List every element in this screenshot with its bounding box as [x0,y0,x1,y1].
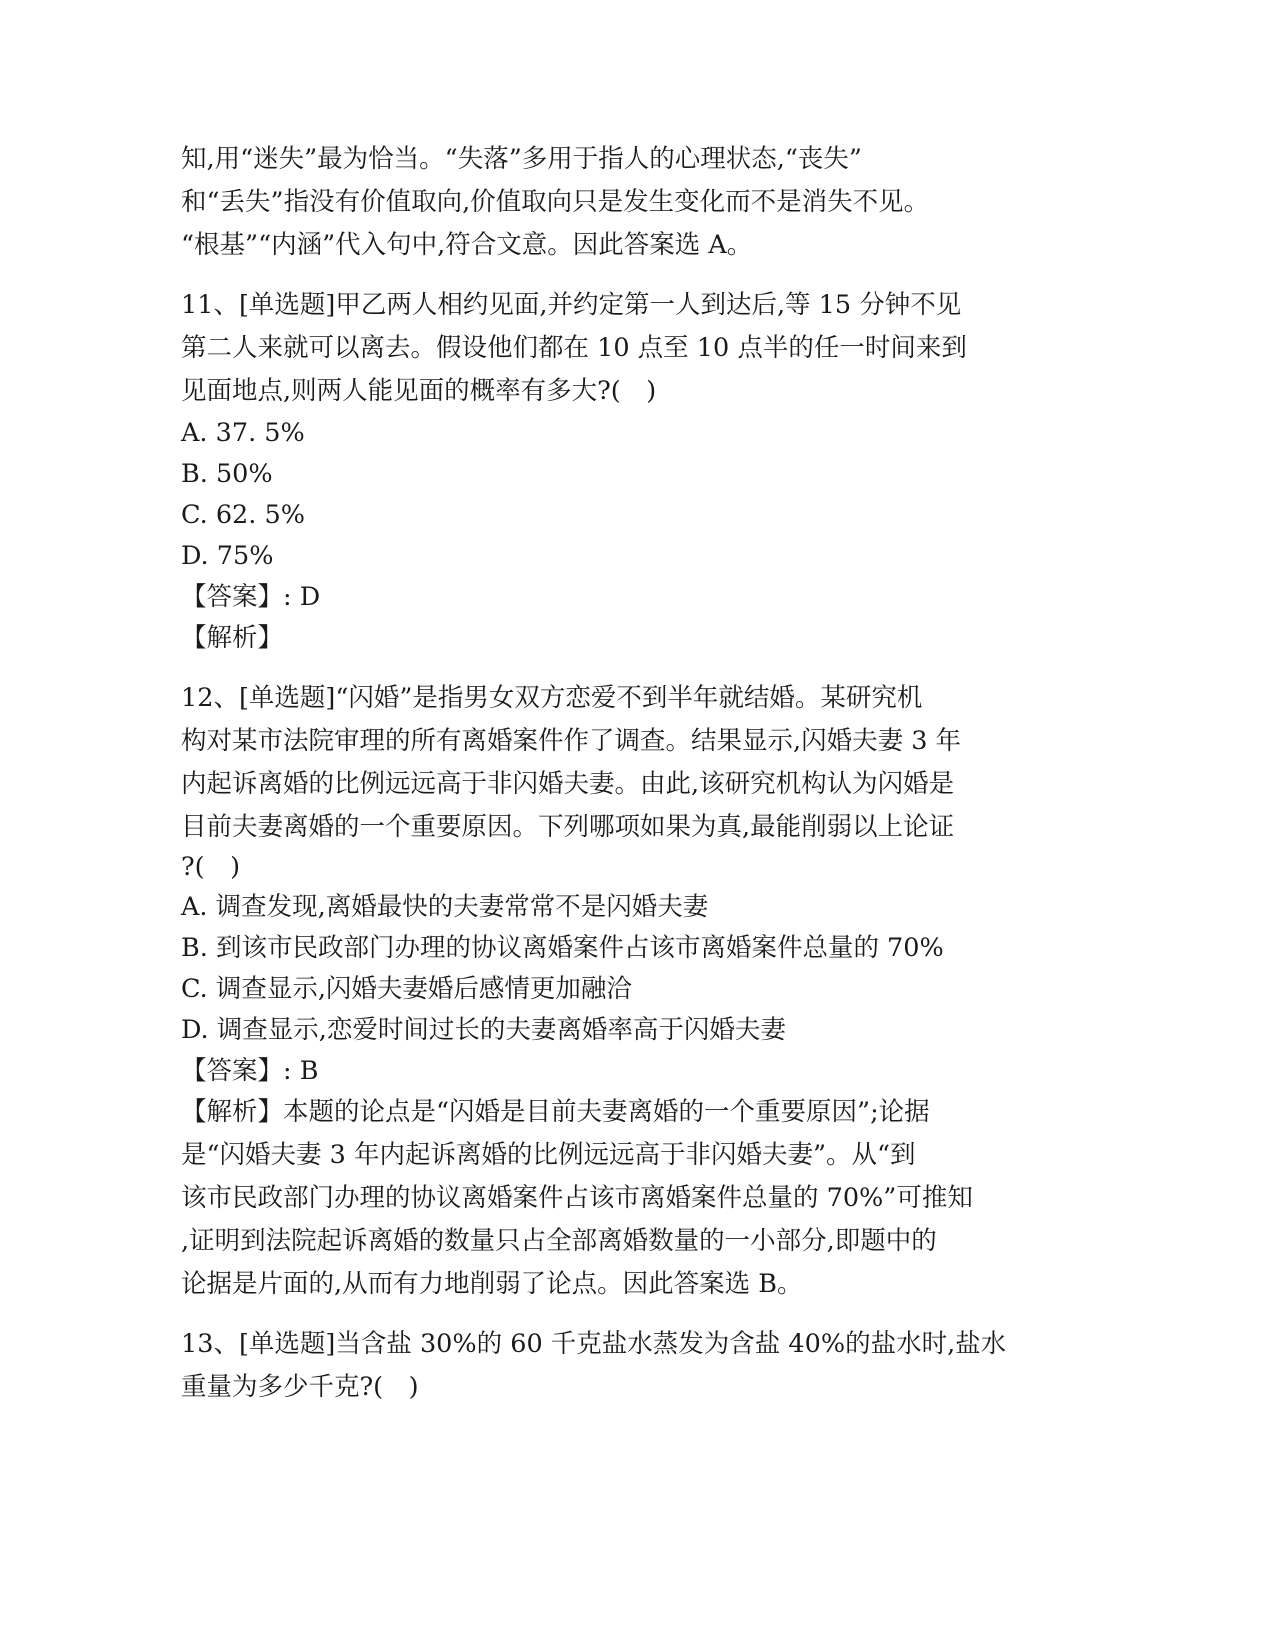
question-12-stem: 12、[单选题]“闪婚”是指男女双方恋爱不到半年就结婚。某研究机 [181,683,923,713]
question-12-analysis: 【解析】本题的论点是“闪婚是目前夫妻离婚的一个重要原因”;论据 [181,1097,930,1127]
question-11-option-d: D. 75% [181,541,274,571]
question-12-answer: 【答案】: B [181,1056,319,1086]
question-12-stem: 目前夫妻离婚的一个重要原因。下列哪项如果为真,最能削弱以上论证 [181,812,955,842]
question-11-analysis: 【解析】 [181,623,284,653]
question-11-stem: 11、[单选题]甲乙两人相约见面,并约定第一人到达后,等 15 分钟不见 [181,290,962,320]
question-12-option-b: B. 到该市民政部门办理的协议离婚案件占该市离婚案件总量的 70% [181,933,944,963]
question-13-stem: 重量为多少千克?( ) [181,1372,419,1402]
question-12-analysis: 论据是片面的,从而有力地削弱了论点。因此答案选 B。 [181,1269,803,1299]
text-line: “根基”“内涵”代入句中,符合文意。因此答案选 A。 [181,230,753,260]
question-11-stem: 第二人来就可以离去。假设他们都在 10 点至 10 点半的任一时间来到 [181,333,967,363]
question-12-stem: 构对某市法院审理的所有离婚案件作了调查。结果显示,闪婚夫妻 3 年 [181,726,962,756]
question-11-option-c: C. 62. 5% [181,500,305,530]
text-line: 和“丢失”指没有价值取向,价值取向只是发生变化而不是消失不见。 [181,187,930,217]
question-13-stem: 13、[单选题]当含盐 30%的 60 千克盐水蒸发为含盐 40%的盐水时,盐水 [181,1329,1007,1359]
question-11-stem: 见面地点,则两人能见面的概率有多大?( ) [181,376,657,406]
question-12-stem: ?( ) [181,852,241,882]
question-12-analysis: ,证明到法院起诉离婚的数量只占全部离婚数量的一小部分,即题中的 [181,1226,937,1256]
question-11-answer: 【答案】: D [181,582,321,612]
question-11-option-a: A. 37. 5% [181,418,305,448]
question-12-option-c: C. 调查显示,闪婚夫妻婚后感情更加融洽 [181,974,632,1004]
question-12-stem: 内起诉离婚的比例远远高于非闪婚夫妻。由此,该研究机构认为闪婚是 [181,769,955,799]
question-11-option-b: B. 50% [181,459,273,489]
question-12-analysis: 是“闪婚夫妻 3 年内起诉离婚的比例远远高于非闪婚夫妻”。从“到 [181,1140,916,1170]
question-12-option-d: D. 调查显示,恋爱时间过长的夫妻离婚率高于闪婚夫妻 [181,1015,786,1045]
question-12-analysis: 该市民政部门办理的协议离婚案件占该市离婚案件总量的 70%”可推知 [181,1183,973,1213]
question-12-option-a: A. 调查发现,离婚最快的夫妻常常不是闪婚夫妻 [181,892,709,922]
text-line: 知,用“迷失”最为恰当。“失落”多用于指人的心理状态,“丧失” [181,144,862,174]
